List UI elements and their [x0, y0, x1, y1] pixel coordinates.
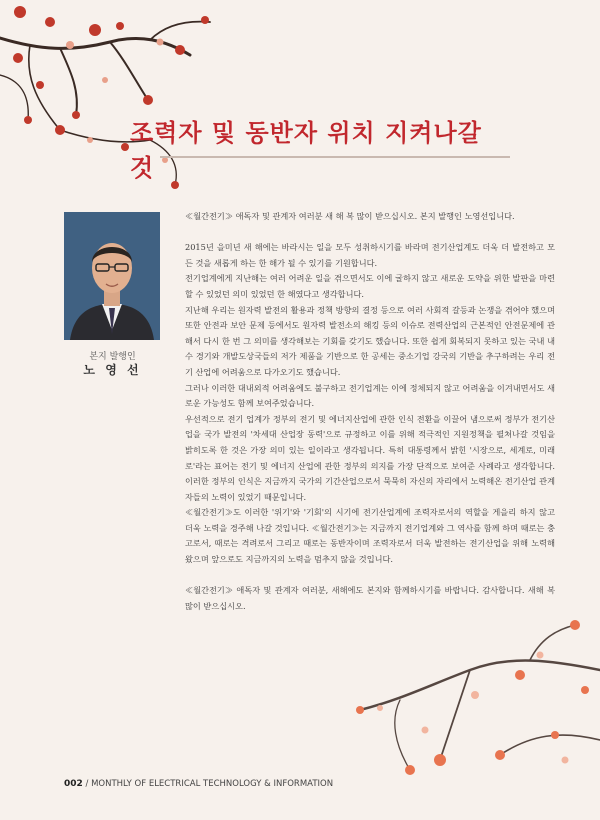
body-paragraph: 우선적으로 전기 업계가 정부의 전기 및 에너지산업에 관한 인식 전환을 이끌어 냄으로써 정부가 전기산업을 국가 발전의 '차세대 산업장 동력'으로 규정하고 이를 위해 적극적인 지원정책을 펼쳐나갈 것임을 밝히도록 한 것은 가장 의미 있는 일이라고 생각됩니다. 특히 대통령께서 밝힌 '시장으로, 세계로, 미래로'라는 표어는 전기 및 에너지 산업에 관한 정부의 의지를 가장 단적으로 보여준 사례라고 생각합니다. 이러한 정부의 인식은 지금까지 국가의 기간산업으로서 묵묵히 자신의 자리에서 노력해온 전기산업 관계자들의 노력이 있었기 때문입니다.: [185, 413, 555, 502]
body-paragraph: ≪월간전기≫ 애독자 및 관계자 여러분 새 해 복 많이 받으십시오. 본지 발행인 노영선입니다.: [185, 211, 515, 221]
title-divider: [160, 156, 510, 158]
body-paragraph: ≪월간전기≫도 이러한 '위기'와 '기회'의 시기에 전기산업계에 조력자로서의 역할을 게을리 하지 않고 더욱 노력을 경주해 나갈 것입니다. ≪월간전기≫는 지금까지 전기업계와 그 역사를 함께 하며 때로는 충고로서, 때로는 격려로서 그리고 때로는 동반자이며 조력자로서 더욱 발전하는 전기산업을 위해 노력해 왔으며 앞으로도 지금까지의 노력을 멈추지 않을 것입니다.: [185, 507, 555, 565]
article-body: [185, 209, 555, 614]
author-name: 노 영 선: [83, 363, 142, 377]
page-number: 002: [64, 779, 83, 789]
article-title: 조력자 및 동반자 위치 지켜나갈 것: [130, 119, 482, 182]
author-photo: [64, 212, 160, 340]
body-paragraph: 그러나 이러한 대내외적 어려움에도 불구하고 전기업계는 이에 정체되지 않고 어려움을 이겨내면서도 새로운 가능성도 함께 보여주었습니다.: [185, 382, 555, 409]
publication-name: MONTHLY OF ELECTRICAL TECHNOLOGY & INFORMATION: [91, 779, 334, 789]
footer-separator: /: [85, 779, 89, 789]
author-role: 본지 발행인: [89, 352, 136, 362]
body-paragraph: 전기업계에게 지난해는 여러 어려운 일을 겪으면서도 이에 굴하지 않고 새로운 도약을 위한 발판을 마련할 수 있었던 의미 있었던 한 해였다고 생각합니다.: [185, 273, 555, 299]
body-paragraph: 지난해 우리는 원자력 발전의 활용과 정책 방향의 결정 등으로 여러 사회적 갈등과 논쟁을 겪어야 했으며 또한 안전과 보안 문제 등에서도 원자력 발전소의 해킹 등의 이슈로 전력산업의 근본적인 안전문제에 관해서 다시 한 번 그 의미를 생각해보는 기회를 갖기도 했습니다. 또한 쉽게 회복되지 못하고 있는 국내 내수 경기와 개발도상국들의 저가 제품을 기반으로 한 공세는 중소기업 강국의 기반을 추구하려는 우리 전기 산업에 어려움으로 다가오기도 했습니다.: [185, 304, 555, 377]
body-paragraph: ≪월간전기≫ 애독자 및 관계자 여러분, 새해에도 본지와 함께하시기를 바랍니다. 감사합니다. 새해 복 많이 받으십시오.: [185, 585, 555, 611]
page-footer: [64, 779, 333, 789]
body-paragraph: 2015년 을미년 새 해에는 바라시는 일을 모두 성취하시기를 바라며 전기산업계도 더욱 더 발전하고 모든 것을 새롭게 하는 한 해가 될 수 있기를 기원합니다.: [185, 242, 555, 268]
